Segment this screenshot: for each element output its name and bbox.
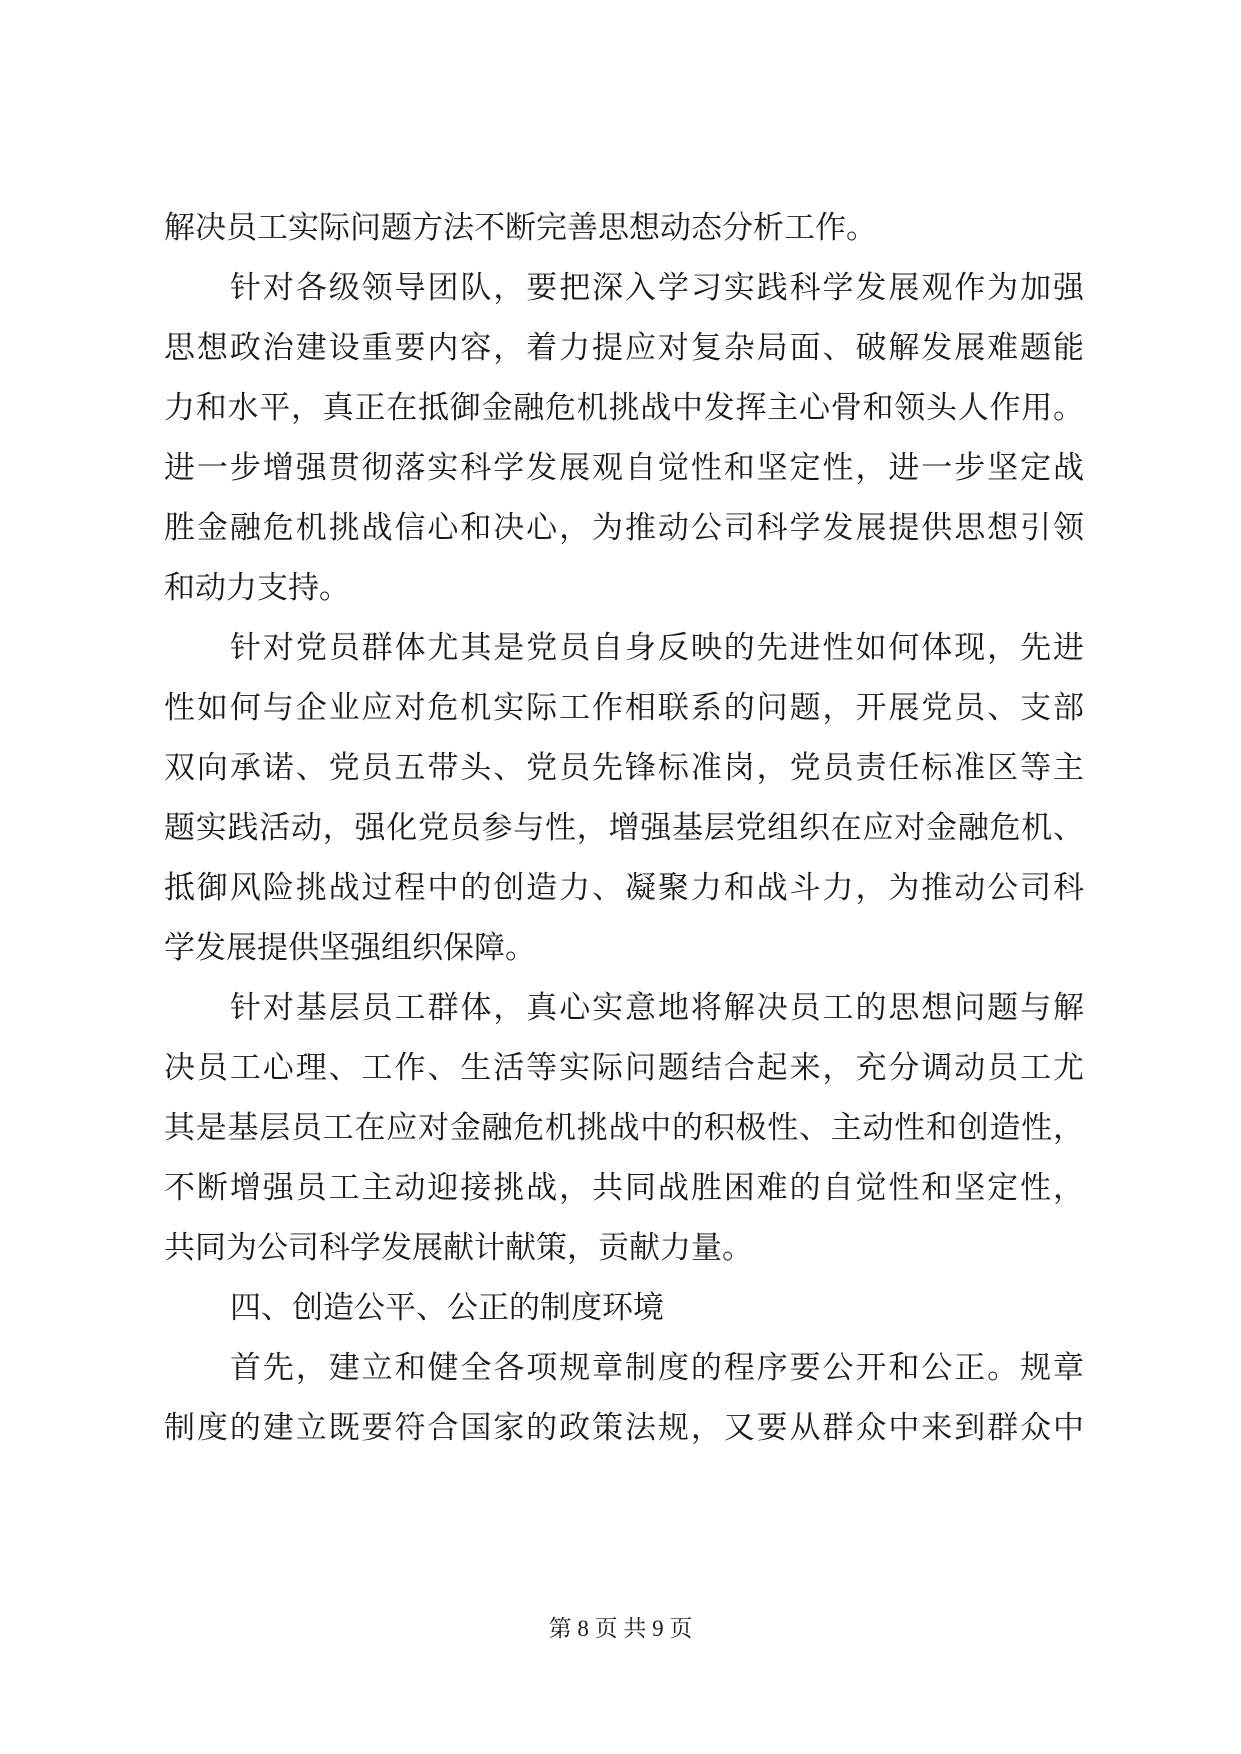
text-line: 其是基层员工在应对金融危机挑战中的积极性、主动性和创造性， — [164, 1110, 1084, 1146]
text-line: 针对党员群体尤其是党员自身反映的先进性如何体现，先进 — [230, 630, 1084, 666]
text-line: 双向承诺、党员五带头、党员先锋标准岗，党员责任标准区等主 — [164, 750, 1084, 786]
text-line: 学发展提供坚强组织保障。 — [164, 930, 536, 966]
body-text — [164, 198, 1084, 1458]
text-line: 共同为公司科学发展献计献策，贡献力量。 — [164, 1230, 753, 1266]
text-line: 进一步增强贯彻落实科学发展观自觉性和坚定性，进一步坚定战 — [164, 450, 1084, 486]
section-heading: 四、创造公平、公正的制度环境 — [230, 1290, 664, 1326]
text-line: 抵御风险挑战过程中的创造力、凝聚力和战斗力，为推动公司科 — [164, 870, 1084, 906]
text-line: 性如何与企业应对危机实际工作相联系的问题，开展党员、支部 — [164, 690, 1084, 726]
text-line: 决员工心理、工作、生活等实际问题结合起来，充分调动员工尤 — [164, 1050, 1084, 1086]
text-line: 题实践活动，强化党员参与性，增强基层党组织在应对金融危机、 — [164, 810, 1084, 846]
page-number-footer: 第 8 页 共 9 页 — [548, 1616, 693, 1641]
text-line: 思想政治建设重要内容，着力提应对复杂局面、破解发展难题能 — [164, 330, 1084, 366]
text-line: 和动力支持。 — [164, 570, 350, 606]
text-line: 首先，建立和健全各项规章制度的程序要公开和公正。规章 — [230, 1350, 1084, 1386]
text-line: 不断增强员工主动迎接挑战，共同战胜困难的自觉性和坚定性， — [164, 1170, 1084, 1206]
text-line: 胜金融危机挑战信心和决心，为推动公司科学发展提供思想引领 — [164, 510, 1084, 546]
text-line: 制度的建立既要符合国家的政策法规，又要从群众中来到群众中 — [164, 1410, 1084, 1446]
text-line: 针对基层员工群体，真心实意地将解决员工的思想问题与解 — [230, 990, 1084, 1026]
text-line: 解决员工实际问题方法不断完善思想动态分析工作。 — [164, 210, 877, 246]
text-line: 力和水平，真正在抵御金融危机挑战中发挥主心骨和领头人作用。 — [164, 390, 1084, 426]
text-line: 针对各级领导团队，要把深入学习实践科学发展观作为加强 — [230, 270, 1084, 306]
